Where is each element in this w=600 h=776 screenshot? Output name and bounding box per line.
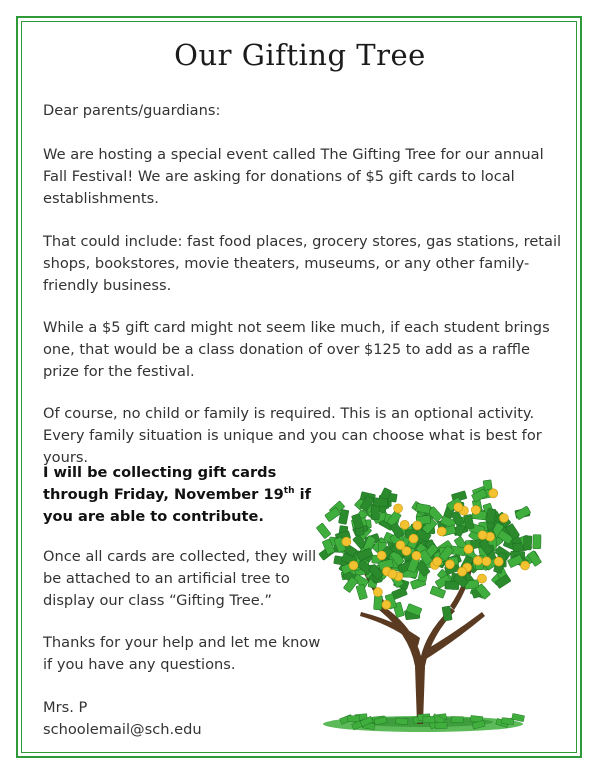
signature [43,697,323,741]
paragraph-event: We are hosting a special event called The Gifting Tree for our annual Fall Festival! We are asking for donations of $5 gift cards to local establishments. [43,146,544,207]
signature-name: Mrs. P [43,699,88,716]
money-tree-icon [305,466,580,736]
signature-email: schoolemail@sch.edu [43,721,202,738]
collection-notice-text: I will be collecting gift cards through Friday, November 19 [43,464,284,503]
paragraph-optional: Of course, no child or family is required. This is an optional activity. Every family situation is unique and you can choose what is best for yours. [43,405,542,466]
collection-notice [43,462,323,528]
paragraph-donation: While a $5 gift card might not seem like much, if each student brings one, that would be a class donation of over $125 to add as a raffle prize for the festival. [43,319,550,380]
page-title: Our Gifting Tree [174,38,426,72]
paragraph-examples: That could include: fast food places, grocery stores, gas stations, retail shops, bookstores, movie theaters, museums, or any other family-friendly business. [43,233,562,294]
paragraph-thanks: Thanks for your help and let me know if you have any questions. [43,634,321,673]
collection-notice-ordinal: th [283,486,295,497]
greeting: Dear parents/guardians: [43,102,221,119]
paragraph-tree: Once all cards are collected, they will be attached to an artificial tree to display our class “Gifting Tree.” [43,548,317,609]
collection-notice-text-end: if you are able to contribute. [43,486,311,525]
